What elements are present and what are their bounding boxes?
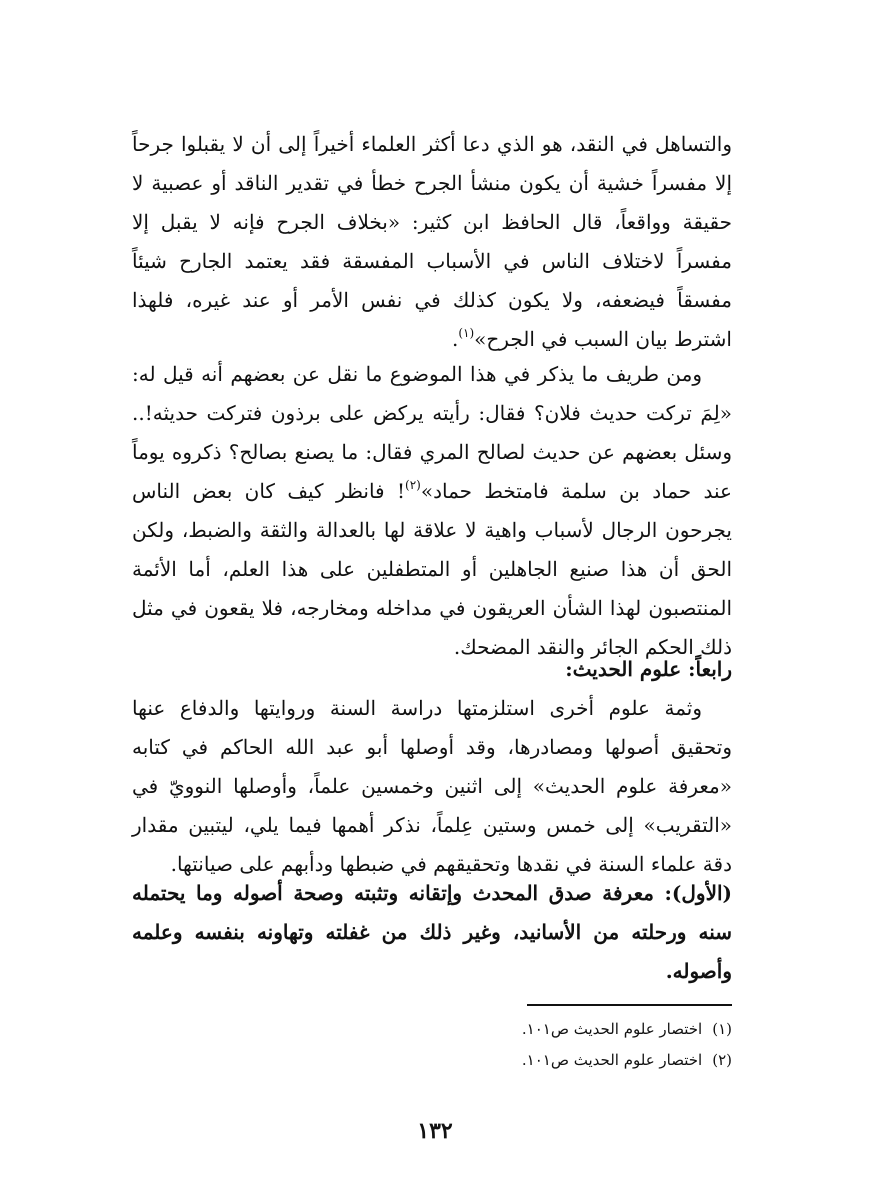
footnote-2-number: (٢) [712,1051,732,1069]
footnote-1-number: (١) [712,1020,732,1038]
section-heading: رابعاً: علوم الحديث: [565,657,732,681]
footnote-1 [522,1014,732,1045]
footnote-2 [522,1045,732,1076]
paragraph-2-rest: ! فانظر كيف كان بعض الناس يجرحون الرجال لأسباب واهية لا علاقة لها بالعدالة والثقة والضبط، ولكن الحق أن هذا صنيع الجاهلين أو المتطفلين على هذا العلم، أما الأئمة المنتصبون لهذا الشأن العريقون في مداخله ومخارجه، فلا يقعون في مثل ذلك الحكم الجائر والنقد المضحك. [132,479,732,659]
paragraph-2 [132,355,732,667]
paragraph-2-text: ومن طريف ما يذكر في هذا الموضوع ما نقل عن بعضهم أنه قيل له: «لِمَ تركت حديث فلان؟ فقال: رأيته يركض على برذون فتركت حديثه!.. وسئل بعضهم عن حديث لصالح المري فقال: ما يصنع بصالح؟ ذكروه يوماً عند حماد بن سلمة فامتخط حماد» [132,362,732,503]
footnote-ref-2[interactable]: (٢) [405,478,421,492]
paragraph-1 [132,125,732,359]
footnote-ref-1[interactable]: (١) [458,326,475,340]
paragraph-4: (الأول): معرفة صدق المحدث وإتقانه وتثبته وصحة أصوله وما يحتمله سنه ورحلته من الأسانيد، وغير ذلك من غفلته وتهاونه بنفسه وعلمه وأصوله. [132,881,732,983]
footnotes [522,1014,732,1076]
paragraph-1-text: والتساهل في النقد، هو الذي دعا أكثر العلماء أخيراً إلى أن لا يقبلوا جرحاً إلا مفسراً خشية أن يكون منشأ الجرح خطأ في تقدير الناقد أو عصبية لا حقيقة وواقعاً، قال الحافظ ابن كثير: «بخلاف الجرح فإنه لا يقبل إلا مفسراً لاختلاف الناس في الأسباب المفسقة فقد يعتمد الجارح شيئاً مفسقاً فيضعفه، ولا يكون كذلك في نفس الأمر أو عند غيره، فلهذا اشترط بيان السبب في الجرح» [132,132,732,351]
paragraph-1-end: . [451,327,459,351]
page-number: ١٣٢ [417,1118,453,1144]
footnote-2-text: اختصار علوم الحديث ص١٠١. [521,1051,703,1069]
footnote-divider [527,1004,732,1006]
footnote-1-text: اختصار علوم الحديث ص١٠١. [521,1020,703,1038]
paragraph-3: وثمة علوم أخرى استلزمتها دراسة السنة وروايتها والدفاع عنها وتحقيق أصولها ومصادرها، وقد أوصلها أبو عبد الله الحاكم في كتابه «معرفة علوم الحديث» إلى اثنين وخمسين علماً، وأوصلها النوويّ في «التقريب» إلى خمس وستين عِلماً، نذكر أهمها فيما يلي، ليتبين مقدار دقة علماء السنة في نقدها وتحقيقهم في ضبطها ودأبهم على صيانتها. [132,696,732,876]
